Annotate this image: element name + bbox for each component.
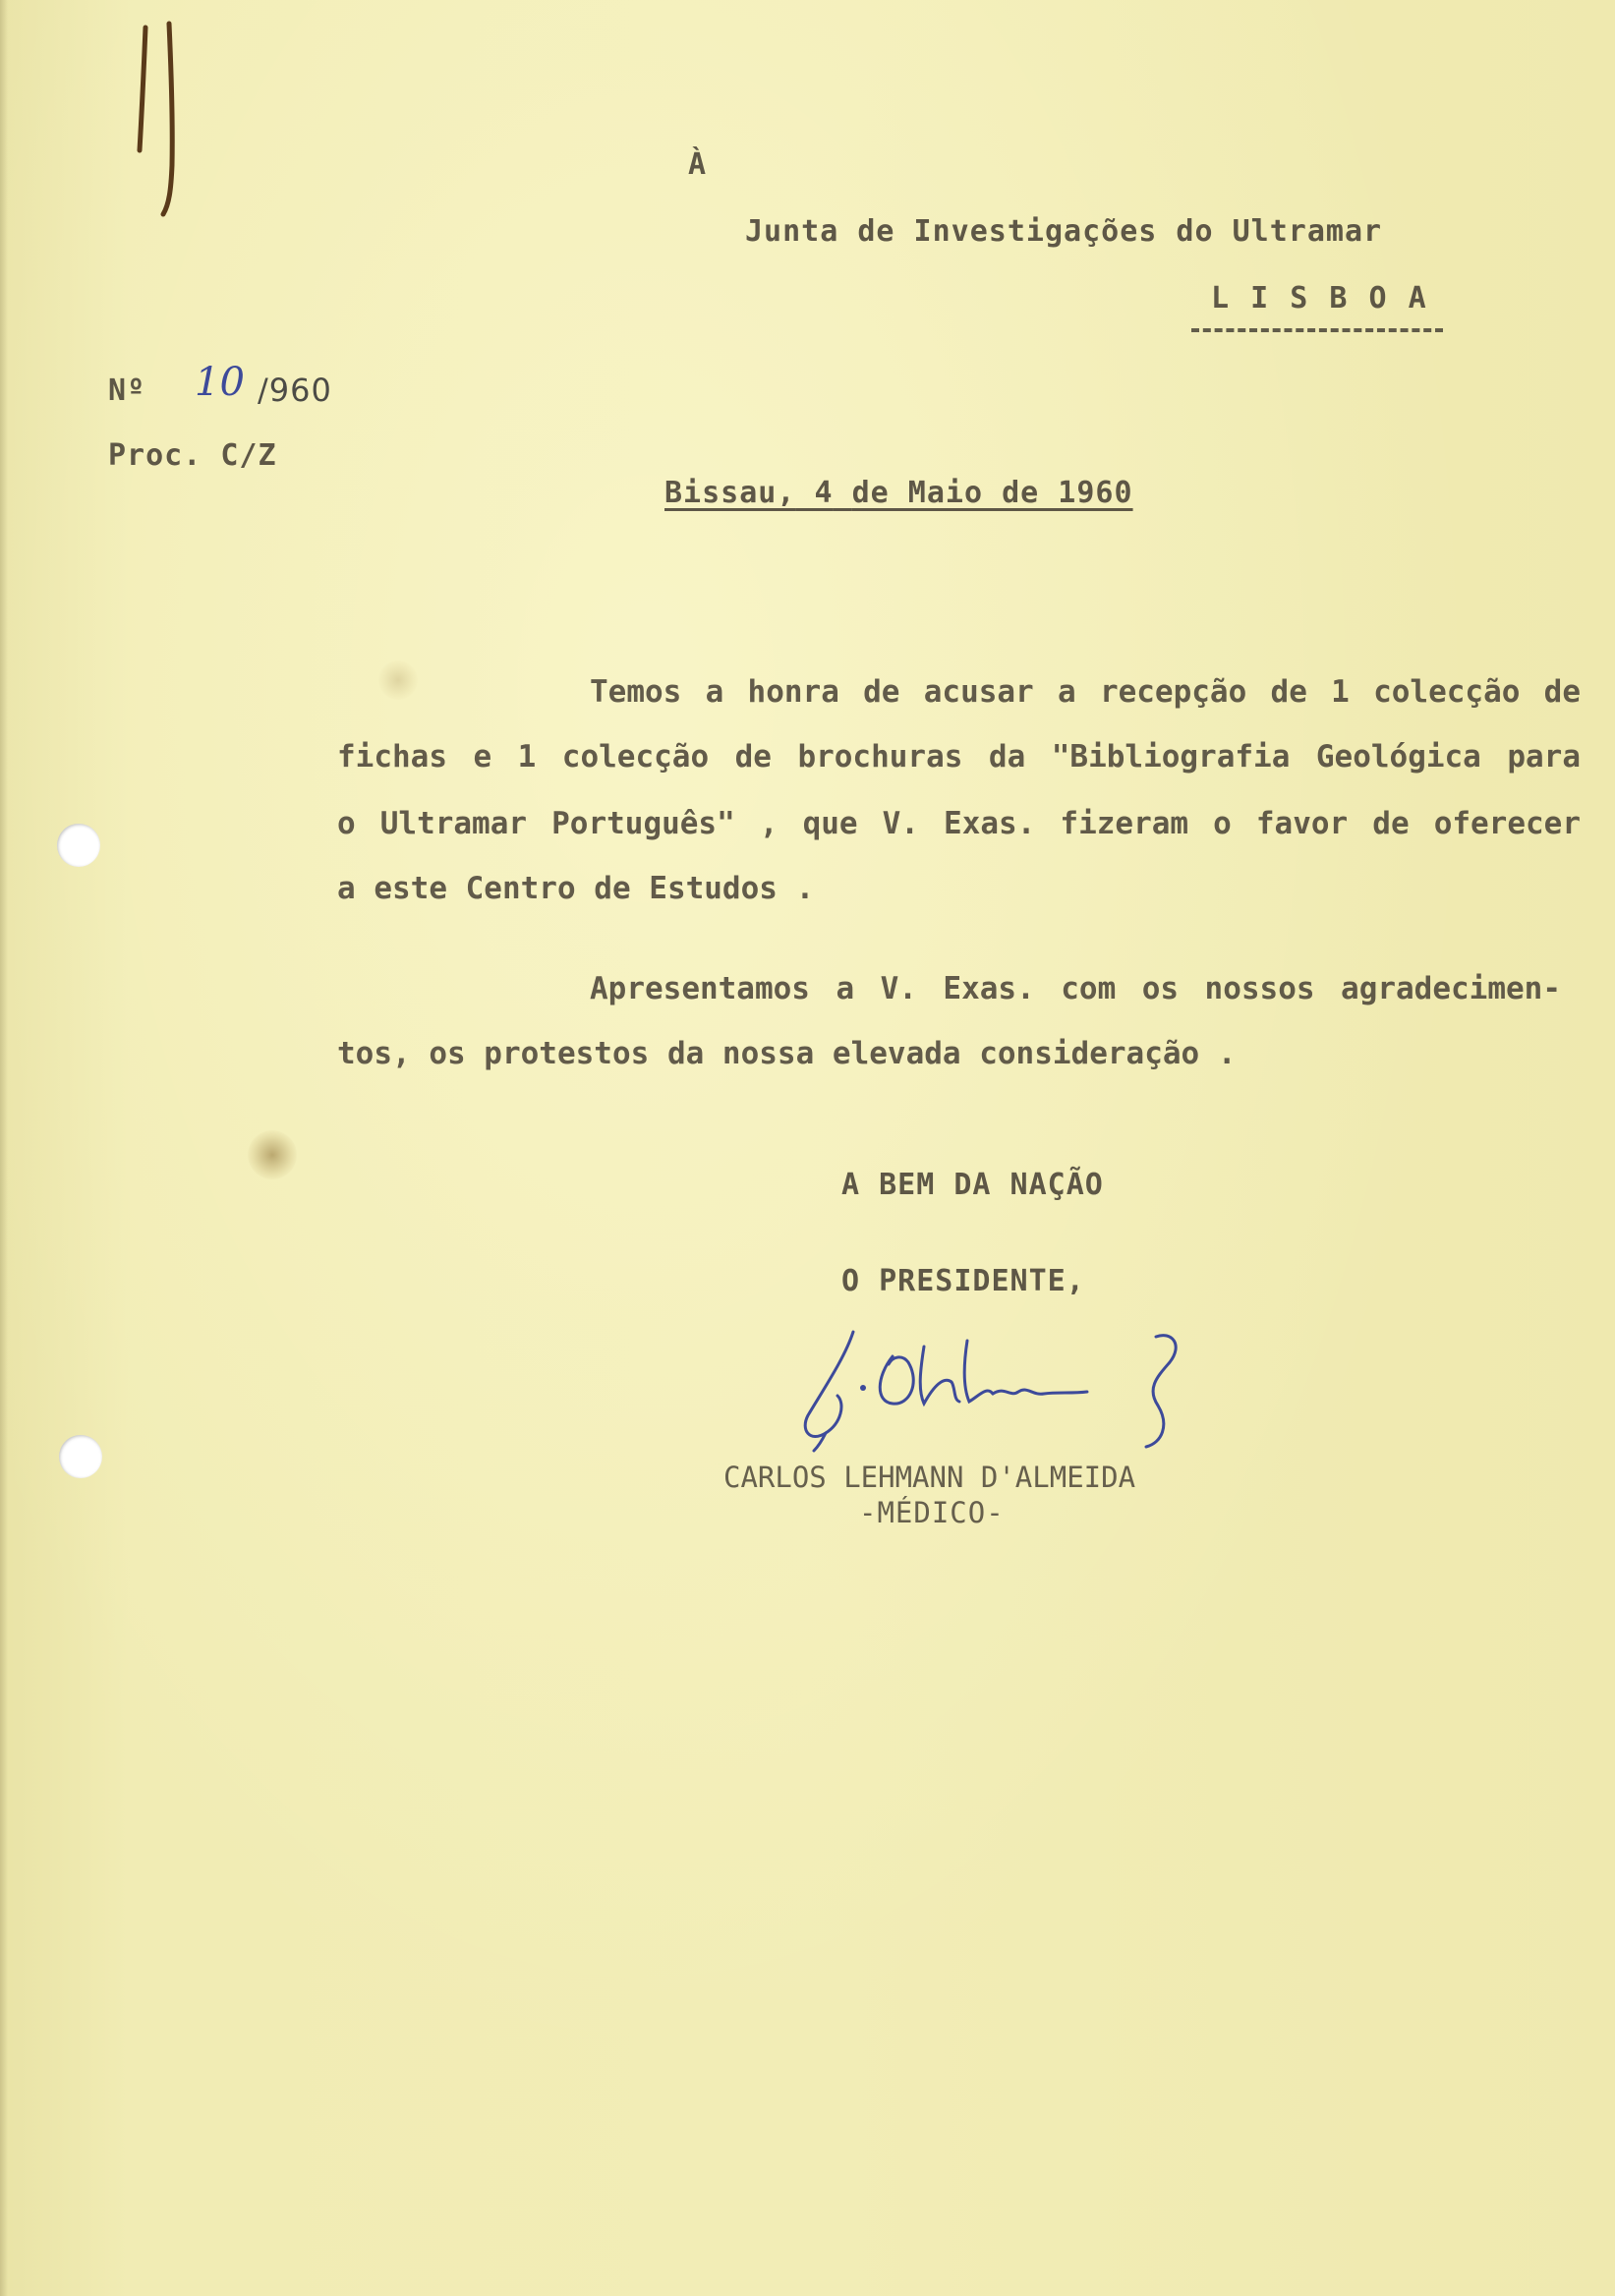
paper-stain (248, 1130, 297, 1179)
paragraph-1-line-3: o Ultramar Português" , que V. Exas. fizeram o favor de oferecer (337, 806, 1581, 841)
paragraph-1-line-1: Temos a honra de acusar a recepção de 1 colecção de (590, 674, 1581, 710)
punch-hole-bottom (59, 1435, 102, 1478)
paper-edge-shadow (0, 0, 8, 2296)
signatory-role: -MÉDICO- (859, 1496, 1005, 1529)
reference-number-prefix: Nº (108, 373, 146, 408)
punch-hole-top (57, 824, 100, 867)
recipient-name: Junta de Investigações do Ultramar (745, 214, 1383, 249)
closing-formula: A BEM DA NAÇÃO (841, 1168, 1104, 1202)
paragraph-1-line-2: fichas e 1 colecção de brochuras da "Bibliografia Geológica para (337, 739, 1581, 775)
date-rest: de Maio de 1960 (851, 476, 1133, 510)
signatory-name: CARLOS LEHMANN D'ALMEIDA (723, 1461, 1136, 1494)
date-day: 4 (814, 476, 834, 510)
paper-stain-faint (378, 660, 418, 700)
date-place: Bissau, (664, 476, 796, 510)
signatory-title: O PRESIDENTE, (841, 1264, 1085, 1298)
paragraph-2-line-2: tos, os protestos da nossa elevada consideração . (337, 1036, 1237, 1071)
letter-date (664, 476, 1133, 510)
paragraph-1-line-4: a este Centro de Estudos . (337, 871, 815, 906)
paragraph-2-line-1: Apresentamos a V. Exas. com os nossos agradecimen- (590, 971, 1561, 1006)
pencil-mark-icon (126, 18, 214, 224)
recipient-city: L I S B O A (1211, 281, 1428, 316)
city-underline (1191, 328, 1443, 332)
process-reference: Proc. C/Z (108, 438, 277, 473)
salutation-mark: À (688, 147, 708, 182)
reference-number-suffix: /960 (258, 372, 332, 409)
handwritten-signature (786, 1317, 1199, 1455)
reference-number-handwritten: 10 (195, 360, 245, 405)
